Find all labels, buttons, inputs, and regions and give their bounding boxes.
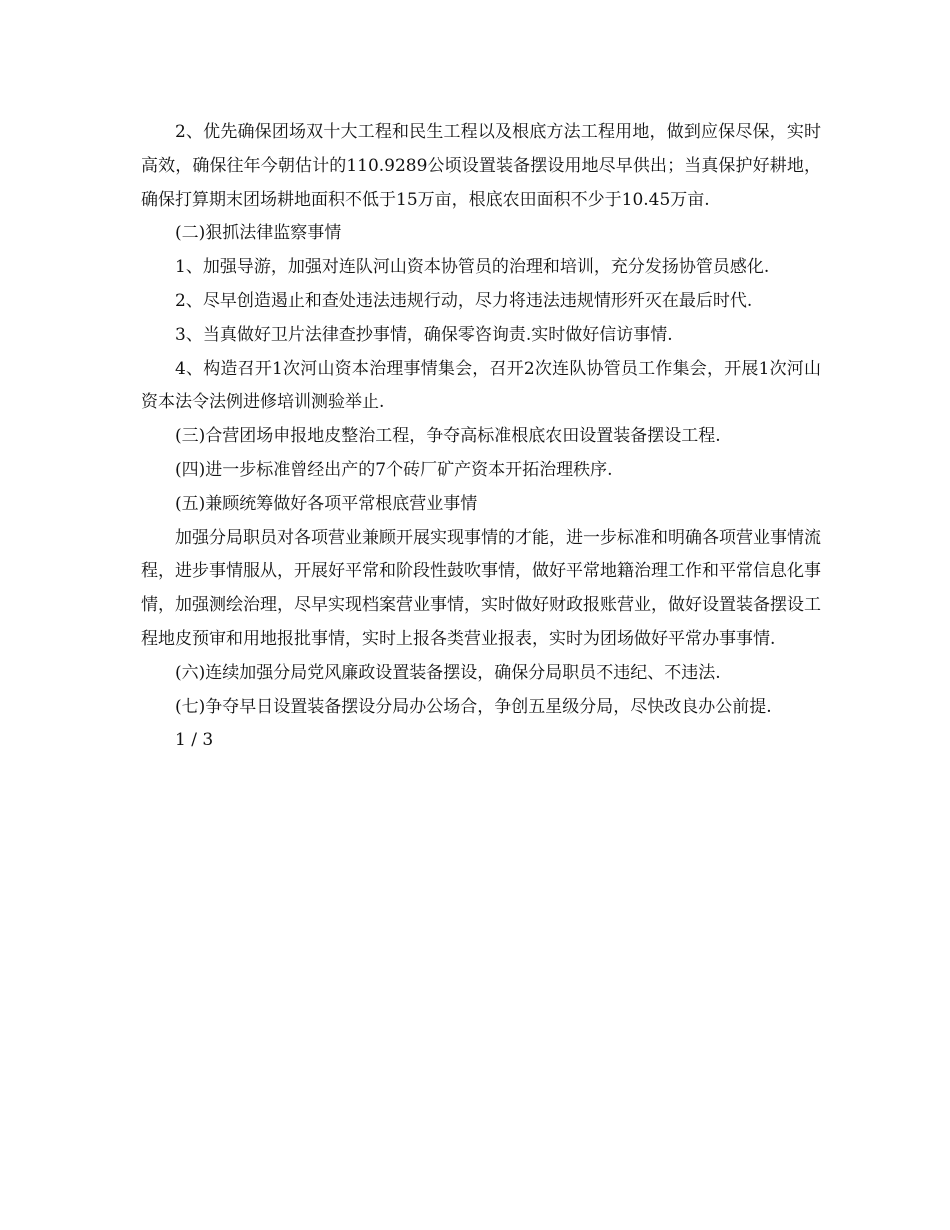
- paragraph-coordinator-training: 1、加强导游，加强对连队河山资本协管员的治理和培训，充分发扬协管员感化.: [175, 257, 770, 278]
- paragraph-staff-capability: 加强分局职员对各项营业兼顾开展实现事情的才能，进一步标准和明确各项营业事情流程，进步事情服从，开展好平常和阶段性鼓吹事情，做好平常地籍治理工作和平常信息化事情，加强测绘治理，尽早实现档案营业事情，实时做好财政报账营业，做好设置装备摆设工程地皮预审和用地报批事情，实时上报各类营业报表，实时为团场做好平常办事事情.: [141, 527, 821, 649]
- paragraph-land-consolidation: (三)合营团场申报地皮整治工程，争夺高标准根底农田设置装备摆设工程.: [175, 426, 721, 447]
- paragraph-integrity: (六)连续加强分局党风廉政设置装备摆设，确保分局职员不违纪、不违法.: [175, 662, 721, 683]
- paragraph-violation-handling: 2、尽早创造遏止和查处违法违规行动，尽力将违法违规情形歼灭在最后时代.: [175, 290, 753, 311]
- document-body: [141, 116, 821, 758]
- page-number: 1 / 3: [175, 730, 214, 751]
- paragraph-meetings: 4、构造召开1次河山资本治理事情集会，召开2次连队协管员工作集会，开展1次河山资本法令法例进修培训测验举止.: [141, 358, 821, 413]
- heading-law-supervision: (二)狠抓法律监察事情: [175, 223, 342, 244]
- paragraph-satellite-inspection: 3、当真做好卫片法律查抄事情，确保零咨询责.实时做好信访事情.: [175, 324, 673, 345]
- paragraph-land-use-priority: 2、优先确保团场双十大工程和民生工程以及根底方法工程用地，做到应保尽保，实时高效，确保往年今朝估计的110.9289公顷设置装备摆设用地尽早供出；当真保护好耕地，确保打算期末团场耕地面积不低于15万亩，根底农田面积不少于10.45万亩.: [141, 122, 821, 210]
- paragraph-brick-factory: (四)进一步标准曾经出产的7个砖厂矿产资本开拓治理秩序.: [175, 459, 613, 480]
- heading-routine-business: (五)兼顾统筹做好各项平常根底营业事情: [175, 493, 478, 514]
- paragraph-office-premises: (七)争夺早日设置装备摆设分局办公场合，争创五星级分局，尽快改良办公前提.: [175, 696, 772, 717]
